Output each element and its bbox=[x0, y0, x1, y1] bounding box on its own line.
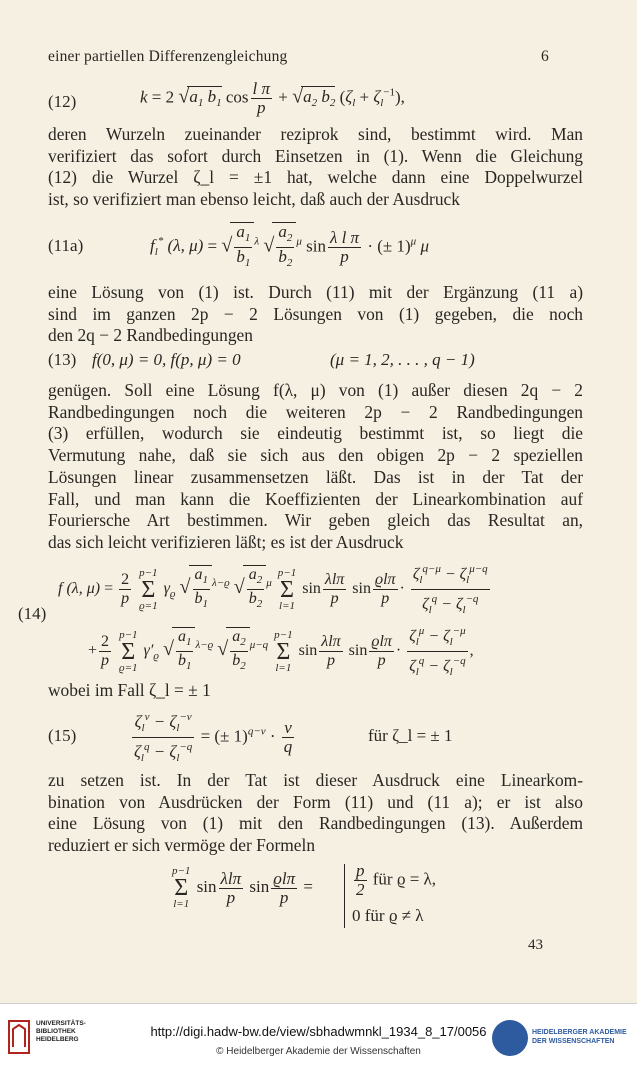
copyright-notice: © Heidelberger Akademie der Wissenschaften bbox=[216, 1046, 421, 1057]
equation-11a: $f_l^*$ (λ, μ) = √ $\frac{a_1}{b_1}$ $^\lambda$ √ $\frac{a_2}{b_2}$ $^\mu$ sin $\frac{\text{λ l π}}{p}$ · (± 1)$^\mu$ μ bbox=[150, 222, 429, 272]
equation-14-line-2: + $\frac{2}{p}$ p−1 Σ ϱ=1 $\gamma'_ϱ$ √ $\frac{a_1}{b_1}$ $^{\lambda-ϱ}$ √ $\frac{a_2}{b_2}$ $^{\mu-q}$ p−1 Σ l=1 sin $\frac{\text{λlπ}}{p}$ sin $\frac{\text{ϱlπ}}{p}$ · $\frac{\zeta_l^\mu - \zeta_l^{-\mu}}{\zeta_l^q - \zeta_l^{-q}}$ , bbox=[88, 622, 474, 681]
equation-12: k = 2 $√a_1$ $b_1$ cos $\frac{\text{l π}}{p}$ + $√a_2$ $b_2$ $(\zeta_l + \zeta_l^{-1})$, bbox=[140, 79, 405, 117]
case-brace bbox=[344, 864, 345, 928]
academy-logo-icon bbox=[492, 1020, 528, 1056]
equation-orthogonality: p−1 Σ l=1 sin $\frac{\text{λlπ}}{p}$ sin $\frac{\text{ϱlπ}}{p}$ = bbox=[172, 865, 313, 910]
equation-15-number: (15) bbox=[48, 726, 77, 745]
equation-12-number: (12) bbox=[48, 92, 77, 111]
equation-14-line-1: f (λ, μ) = $\frac{2}{p}$ p−1 Σ ϱ=1 $\gamma_ϱ$ √ $\frac{a_1}{b_1}$ $^{\lambda-ϱ}$ √ $\frac{a_2}{b_2}$ $^\mu$ p−1 Σ l=1 sin $\frac{\text{λlπ}}{p}$ sin $\frac{\text{ϱlπ}}{p}$ · $\frac{\zeta_l^{q-\mu} - \zeta_l^{\mu-q}}{\zeta_l^q - \zeta_l^{-q}}$ bbox=[58, 560, 492, 619]
equation-15: $\frac{\zeta_l^\nu - \zeta_l^{-\nu}}{\zeta_l^q - \zeta_l^{-q}}$ = (± 1)$^{q-\nu}$ · $\frac{\nu}{q}$ bbox=[130, 708, 296, 767]
equation-13-body: f(0, μ) = 0, f(p, μ) = 0 bbox=[92, 350, 241, 369]
header-page-number: 6 bbox=[541, 48, 549, 65]
wobei-line: wobei im Fall ζ_l = ± 1 bbox=[48, 680, 211, 700]
document-url-link[interactable]: http://digi.hadw-bw.de/view/sbhadwmnkl_1934_8_17/0056 bbox=[150, 1024, 487, 1039]
header-title: einer partiellen Differenzengleichung bbox=[48, 48, 288, 65]
equation-15-condition: für ζ_l = ± 1 bbox=[368, 726, 453, 745]
paragraph-1: deren Wurzeln zueinander reziprok sind, bestimmt wird. Man verifiziert das sofort durch Einsetzen in (1). Wenn die Gleichung (12) die Wurzel ζ_l = ±1 hat, welche dann eine Doppelwurzel ist, so verifiziert man ebenso leicht, daß auch der Ausdruck bbox=[48, 124, 583, 210]
paragraph-2: eine Lösung von (1) ist. Durch (11) mit der Ergänzung (11 a) sind im ganzen 2p − 2 Lösungen von (1) gegeben, die noch den 2q − 2 Randbedingungen bbox=[48, 282, 583, 346]
paragraph-3: genügen. Soll eine Lösung f(λ, μ) von (1) außer diesen 2q − 2 Randbedingungen noch die weiteren 2p − 2 Randbedingungen (3) erfüllen, wodurch sie eindeutig bestimmt ist, so liegt die Vermutung nahe, daß sie sich aus den obigen 2p − 2 speziellen Lösungen linear zusammensetzen läßt. Das ist in der Tat der Fall, und man kann die Koeffizienten der Linearkombination auf Fouriersche Art bestimmen. Wir geben gleich das Resultat an, das sich leicht verifizieren läßt; es ist der Ausdruck bbox=[48, 380, 583, 552]
academy-logo-text: HEIDELBERGER AKADEMIE DER WISSENSCHAFTEN bbox=[532, 1029, 627, 1045]
viewer-footer bbox=[0, 1003, 637, 1068]
equation-case-1: $\frac{p}{2}$ für ϱ = λ, bbox=[356, 861, 437, 899]
page-number: 43 bbox=[528, 937, 543, 953]
equation-14-number: (14) bbox=[18, 604, 47, 623]
equation-case-2: 0 für ϱ ≠ λ bbox=[352, 906, 424, 925]
equation-13-number: (13) bbox=[48, 350, 77, 369]
equation-11a-number: (11a) bbox=[48, 236, 84, 255]
university-library-logo-text: UNIVERSITÄTS- BIBLIOTHEK HEIDELBERG bbox=[36, 1020, 86, 1043]
equation-13-range: (μ = 1, 2, . . . , q − 1) bbox=[330, 350, 475, 369]
running-header bbox=[48, 48, 549, 66]
paragraph-4: zu setzen ist. In der Tat ist dieser Ausdruck eine Linearkom- bination von Ausdrücken der Form (11) und (11 a); er ist also eine Lösung von (1) mit den Randbedingungen (13). Außerdem reduziert er sich vermöge der Formeln bbox=[48, 770, 583, 856]
